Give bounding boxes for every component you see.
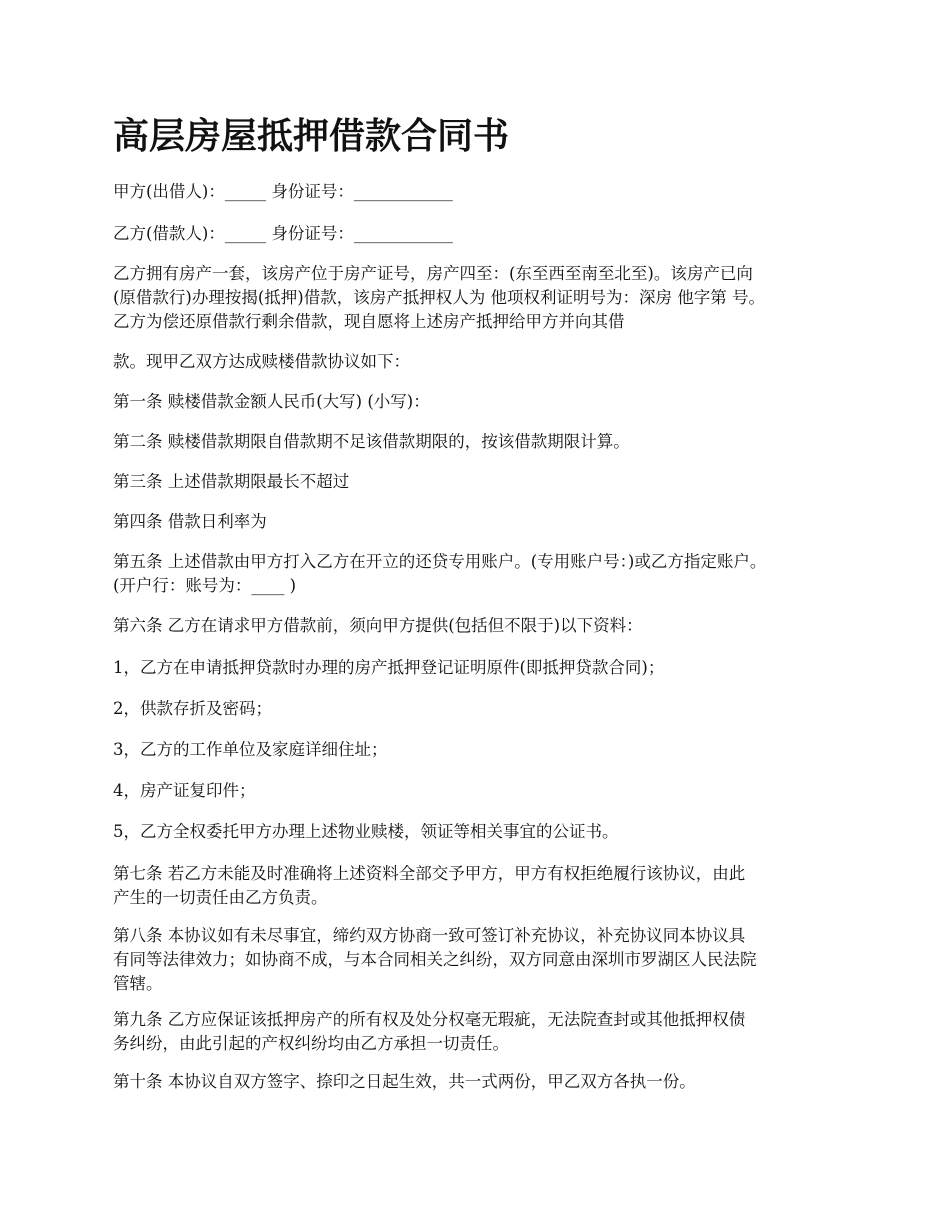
- list-item-1: [113, 656, 664, 680]
- text-line: 有同等法律效力；如协商不成，与本合同相关之纠纷，双方同意由深圳市罗湖区人民法院: [113, 950, 757, 969]
- list-item-4: [113, 779, 256, 803]
- article-5: [113, 550, 766, 598]
- property-description: [113, 262, 765, 334]
- article-1: [113, 390, 430, 414]
- agreement-intro: [113, 350, 410, 374]
- text-line: 第九条 乙方应保证该抵押房产的所有权及处分权毫无瑕疵，无法院查封或其他抵押权债: [113, 1010, 746, 1029]
- text-line: 第一条 赎楼借款金额人民币(大写) (小写)：: [113, 392, 430, 411]
- text-line: 第五条 上述借款由甲方打入乙方在开立的还贷专用账户。(专用账户号：)或乙方指定账户。: [113, 552, 767, 571]
- article-3: [113, 470, 349, 494]
- text-line: (原借款行)办理按揭(抵押)借款，该房产抵押权人为 他项权利证明号为：深房 他字第 号。: [113, 288, 765, 307]
- text-line: 第六条 乙方在请求甲方借款前，须向甲方提供(包括但不限于)以下资料：: [113, 616, 643, 635]
- text-line: 产生的一切责任由乙方负责。: [113, 888, 328, 907]
- article-2: [113, 430, 630, 454]
- text-line: 第四条 借款日利率为: [113, 512, 267, 531]
- text-line: 1，乙方在申请抵押贷款时办理的房产抵押登记证明原件(即抵押贷款合同)；: [113, 658, 665, 677]
- document-title: 高层房屋抵押借款合同书: [113, 115, 510, 157]
- text-line: 5，乙方全权委托甲方办理上述物业赎楼，领证等相关事宜的公证书。: [113, 822, 619, 841]
- list-item-5: [113, 820, 619, 844]
- text-line: 3，乙方的工作单位及家庭详细住址；: [113, 740, 388, 759]
- text-line: 2，供款存折及密码；: [113, 699, 272, 718]
- text-line: 管辖。: [113, 974, 163, 993]
- text-line: (开户行：账号为：____ ): [113, 576, 297, 595]
- text-line: 乙方为偿还原借款行剩余借款，现自愿将上述房产抵押给甲方并向其借: [113, 312, 625, 331]
- text-line: 第八条 本协议如有未尽事宜，缔约双方协商一致可签订补充协议，补充协议同本协议具: [113, 926, 746, 945]
- list-item-2: [113, 697, 272, 721]
- article-6: [113, 614, 643, 638]
- text-line: 款。现甲乙双方达成赎楼借款协议如下：: [113, 352, 410, 371]
- text-line: 第三条 上述借款期限最长不超过: [113, 472, 350, 491]
- article-9: [113, 1008, 745, 1056]
- text-line: 务纠纷，由此引起的产权纠纷均由乙方承担一切责任。: [113, 1034, 509, 1053]
- text-line: 乙方拥有房产一套，该房产位于房产证号，房产四至：(东至西至南至北至)。该房产已向: [113, 264, 753, 283]
- text-line: 甲方(出借人)：_____ 身份证号：____________: [113, 182, 453, 201]
- text-line: 第二条 赎楼借款期限自借款期不足该借款期限的，按该借款期限计算。: [113, 432, 630, 451]
- text-line: 乙方(借款人)：_____ 身份证号：____________: [113, 224, 453, 243]
- text-line: 第七条 若乙方未能及时准确将上述资料全部交予甲方，甲方有权拒绝履行该协议，由此: [113, 864, 746, 883]
- text-line: 4，房产证复印件；: [113, 781, 256, 800]
- party-a-line: [113, 180, 453, 204]
- text-line: 第十条 本协议自双方签字、捺印之日起生效，共一式两份，甲乙双方各执一份。: [113, 1072, 696, 1091]
- article-7: [113, 862, 745, 910]
- party-b-line: [113, 222, 453, 246]
- article-4: [113, 510, 267, 534]
- article-8: [113, 924, 757, 996]
- list-item-3: [113, 738, 388, 762]
- article-10: [113, 1070, 696, 1094]
